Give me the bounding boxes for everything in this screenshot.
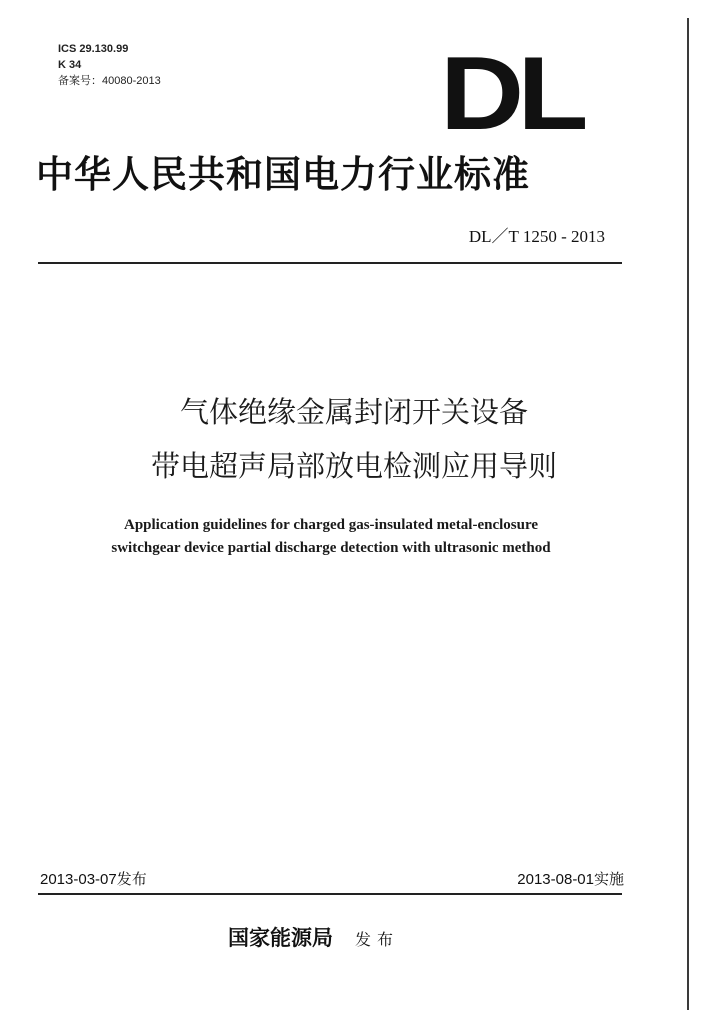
dl-logo: DL: [440, 36, 582, 152]
issuer-action: 发布: [355, 930, 400, 949]
footer-divider: [38, 893, 622, 895]
header-divider: [38, 262, 622, 264]
implementation-date: 2013-08-01实施: [517, 871, 624, 888]
classification-code: K 34: [58, 59, 82, 71]
standard-number: DL／T 1250 - 2013: [468, 227, 605, 246]
ics-code: ICS 29.130.99: [58, 43, 129, 55]
publish-date: 2013-03-07发布: [40, 871, 147, 888]
chinese-title-line-1: 气体绝缘金属封闭开关设备: [179, 395, 528, 429]
issuer-line: [228, 924, 399, 954]
metadata-block: [58, 41, 161, 89]
filing-number: 备案号：40080-2013: [58, 75, 161, 87]
issuer-name: 国家能源局: [228, 925, 333, 950]
chinese-title-line-2: 带电超声局部放电检测应用导则: [150, 449, 557, 483]
english-title-line-2: switchgear device partial discharge detection with ultrasonic method: [111, 540, 551, 556]
scan-edge-line: [687, 18, 689, 1010]
organization-title: 中华人民共和国电力行业标准: [36, 152, 530, 196]
english-title-line-1: Application guidelines for charged gas-insulated metal-enclosure: [123, 517, 539, 533]
